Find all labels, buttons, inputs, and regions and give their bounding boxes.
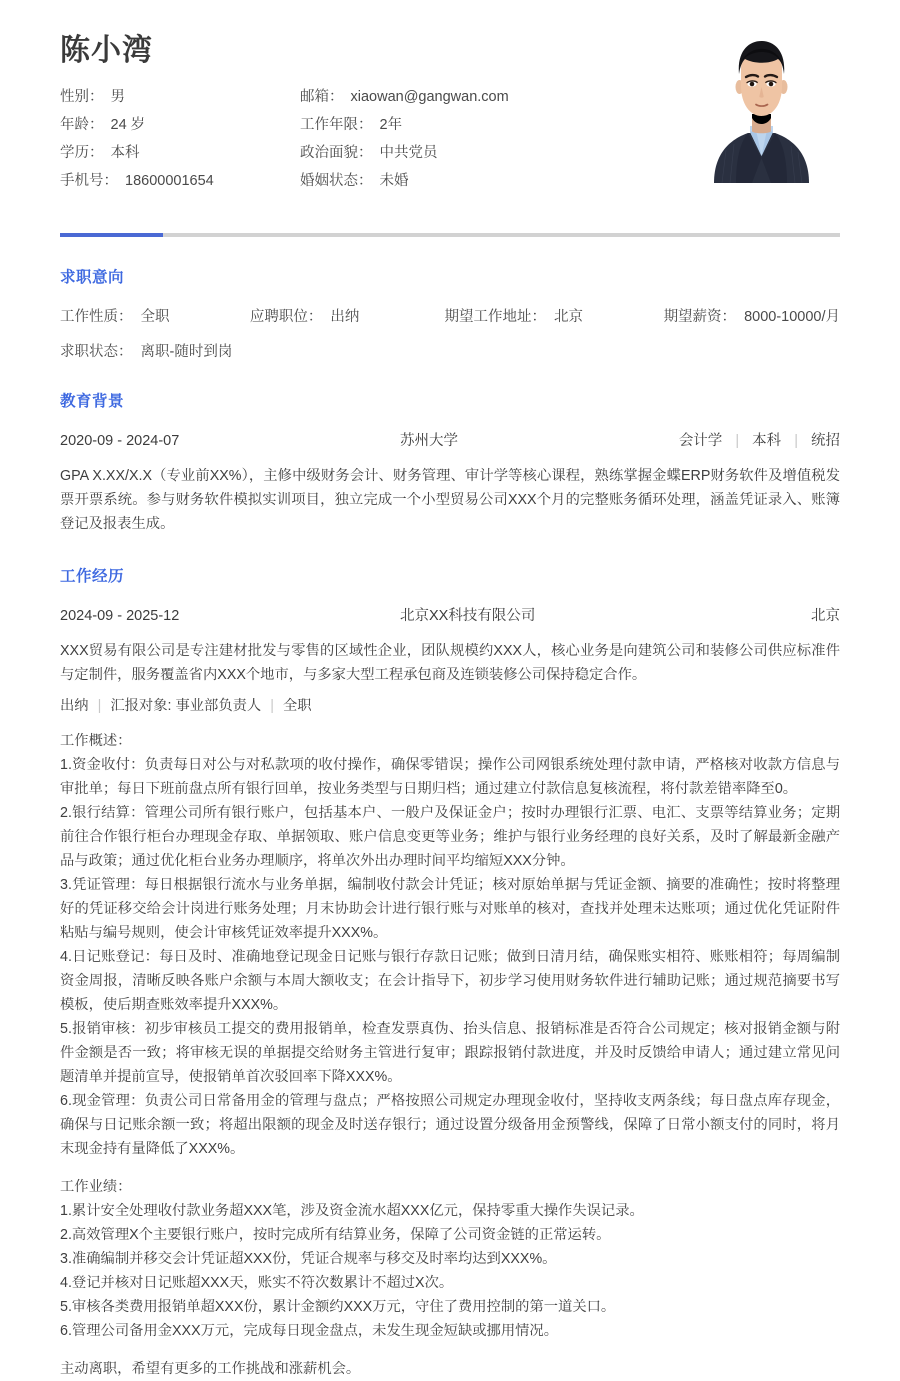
- info-item-age: [60, 113, 300, 134]
- intent-value-job-nature: 全职: [140, 309, 170, 325]
- info-label-experience-years: 工作年限：: [300, 116, 373, 133]
- education-description: GPA X.XX/X.X（专业前XX%），主修中级财务会计、财务管理、审计学等核心课程，熟练掌握金蝶ERP财务软件及增值税发票开票系统。参与财务软件模拟实训项目，独立完成一个小型贸易公司XXX个月的完整账务循环处理，涵盖凭证录入、账簿登记及报表生成。: [60, 468, 840, 532]
- work-achievement-item: 5.审核各类费用报销单超XXX份，累计金额约XXX万元，守住了费用控制的第一道关口。: [60, 1299, 616, 1315]
- separator-icon: |: [794, 433, 798, 449]
- page-title: 陈小湾: [60, 34, 153, 67]
- section-work-experience: [60, 564, 840, 1381]
- intent-value-expected-location: 北京: [554, 309, 584, 325]
- separator-icon: |: [270, 698, 274, 714]
- info-value-education: 本科: [110, 144, 140, 161]
- work-achievement-item: 6.管理公司备用金XXX万元，完成每日现金盘点，未发生现金短缺或挪用情况。: [60, 1323, 559, 1339]
- intent-item-target-position: [250, 305, 445, 326]
- work-summary-item: 2.银行结算：管理公司所有银行账户，包括基本户、一般户及保证金户；按时办理银行汇票、电汇、支票等结算业务；定期前往合作银行柜台办理现金存取、单据领取、账户信息变更等业务；维护与银行业务经理的良好关系，及时了解最新金融产品与政策；通过优化柜台业务办理顺序，将单次外出办理时间平均缩短XXX分钟。: [60, 805, 840, 869]
- work-report-to: 汇报对象: 事业部负责人: [110, 698, 262, 714]
- section-title-job-intention: 求职意向: [60, 269, 125, 286]
- info-label-marital-status: 婚姻状态：: [300, 172, 373, 189]
- work-company-description: XXX贸易有限公司是专注建材批发与零售的区域性企业，团队规模约XXX人，核心业务是向建筑公司和装修公司供应标准件与定制件，服务覆盖省内XXX个地市，与多家大型工程承包商及连锁装修公司保持稳定合作。: [60, 643, 840, 683]
- job-intention-row-2: [60, 340, 840, 361]
- intent-item-job-status: [60, 340, 255, 361]
- info-label-phone: 手机号：: [60, 172, 118, 189]
- section-title-education: 教育背景: [60, 393, 125, 410]
- info-label-education: 学历：: [60, 144, 104, 161]
- work-position-meta: [60, 695, 840, 715]
- work-job-type: 全职: [282, 698, 312, 714]
- info-item-phone: [60, 169, 300, 190]
- resume-header: [60, 0, 840, 189]
- info-value-gender: 男: [110, 88, 125, 105]
- intent-label-job-nature: 工作性质：: [60, 309, 133, 325]
- intent-item-expected-location: [445, 305, 664, 326]
- info-label-age: 年龄：: [60, 116, 104, 133]
- intent-label-expected-salary: 期望薪资：: [663, 309, 737, 325]
- work-company: 北京XX科技有限公司: [400, 608, 536, 624]
- info-label-gender: 性别：: [60, 88, 104, 105]
- education-admission-type: 统招: [811, 433, 840, 449]
- work-entry-header: [60, 604, 840, 625]
- intent-value-expected-salary: 8000-10000/月: [744, 309, 840, 325]
- work-summary-item: 5.报销审核：初步审核员工提交的费用报销单，检查发票真伪、抬头信息、报销标准是否符合公司规定；核对报销金额与附件金额是否一致；将审核无误的单据提交给财务主管进行复审；跟踪报销付款进度，并及时反馈给申请人；通过建立常见问题清单并提前宣导，使报销单首次驳回率下降XXX%。: [60, 1021, 840, 1085]
- education-degree: 本科: [752, 433, 782, 449]
- job-intention-row-1: [60, 305, 840, 326]
- info-value-email: xiaowan@gangwan.com: [350, 88, 509, 105]
- info-value-marital-status: 未婚: [379, 172, 409, 189]
- intent-label-expected-location: 期望工作地址：: [444, 309, 547, 325]
- info-value-age: 24 岁: [110, 116, 146, 133]
- work-summary-item: 6.现金管理：负责公司日常备用金的管理与盘点；严格按照公司规定办理现金收付，坚持收支两条线；每日盘点库存现金，确保与日记账余额一致；将超出限额的现金及时送存银行；通过设置分级备用金预警线，保障了日常小额支付的同时，将月末现金持有量降低了XXX%。: [60, 1093, 840, 1157]
- section-education: [60, 389, 840, 536]
- intent-item-job-nature: [60, 305, 250, 326]
- work-achievement-item: 2.高效管理X个主要银行账户，按时完成所有结算业务，保障了公司资金链的正常运转。: [60, 1227, 611, 1243]
- info-value-experience-years: 2年: [379, 116, 403, 133]
- work-achievement-item: 3.准确编制并移交会计凭证超XXX份，凭证合规率与移交及时率均达到XXX%。: [60, 1251, 557, 1267]
- info-item-education: [60, 141, 300, 162]
- work-summary-item: 4.日记账登记：每日及时、准确地登记现金日记账与银行存款日记账；做到日清月结，确保账实相符、账账相符；每周编制资金周报，清晰反映各账户余额与本周大额收支；在会计指导下，初步学习使用财务软件进行辅助记账；通过规范摘要书写模板，使后期查账效率提升XXX%。: [60, 949, 840, 1013]
- header-divider: [60, 233, 840, 237]
- work-date: 2024-09 - 2025-12: [60, 608, 180, 624]
- education-meta: [679, 429, 840, 450]
- education-entry-header: [60, 429, 840, 450]
- intent-label-target-position: 应聘职位：: [249, 309, 323, 325]
- intent-value-target-position: 出纳: [330, 309, 360, 325]
- info-label-email: 邮箱：: [300, 88, 344, 105]
- work-achievement-heading: 工作业绩：: [60, 1179, 132, 1195]
- separator-icon: |: [97, 698, 102, 714]
- work-achievement-item: 1.累计安全处理收付款业务超XXX笔，涉及资金流水超XXX亿元，保持零重大操作失误记录。: [60, 1203, 644, 1219]
- education-school: 苏州大学: [400, 433, 458, 449]
- intent-value-job-status: 离职-随时到岗: [140, 344, 233, 360]
- info-item-gender: [60, 85, 300, 106]
- education-date: 2020-09 - 2024-07: [60, 433, 180, 449]
- work-location: 北京: [811, 608, 840, 624]
- work-achievement-item: 4.登记并核对日记账超XXX天，账实不符次数累计不超过X次。: [60, 1275, 454, 1291]
- info-value-political-status: 中共党员: [379, 144, 438, 161]
- work-summary-item: 3.凭证管理：每日根据银行流水与业务单据，编制收付款会计凭证；核对原始单据与凭证金额、摘要的准确性；按时将整理好的凭证移交给会计岗进行账务处理；月末协助会计进行银行账与对账单的核对，查找并处理未达账项；通过优化凭证附件粘贴与编号规则，使会计审核凭证效率提升XXX%。: [60, 877, 840, 941]
- work-summary-heading: 工作概述：: [60, 733, 132, 749]
- intent-label-job-status: 求职状态：: [60, 344, 133, 360]
- info-label-political-status: 政治面貌：: [300, 144, 373, 161]
- section-job-intention: [60, 265, 840, 361]
- portrait-photo-icon: [700, 30, 823, 183]
- info-value-phone: 18600001654: [125, 172, 214, 189]
- education-major: 会计学: [678, 433, 723, 449]
- work-leave-reason: 主动离职，希望有更多的工作挑战和涨薪机会。: [60, 1361, 361, 1377]
- separator-icon: |: [735, 433, 740, 449]
- work-position: 出纳: [60, 698, 89, 714]
- avatar: [700, 30, 823, 183]
- section-title-work-experience: 工作经历: [60, 568, 125, 585]
- intent-item-expected-salary: [664, 305, 840, 326]
- work-summary-item: 1.资金收付：负责每日对公与对私款项的收付操作，确保零错误；操作公司网银系统处理付款申请，严格核对收款方信息与审批单；每日下班前盘点所有银行回单，按业务类型与日期归档；通过建立付款信息复核流程，将付款差错率降至0。: [60, 757, 840, 797]
